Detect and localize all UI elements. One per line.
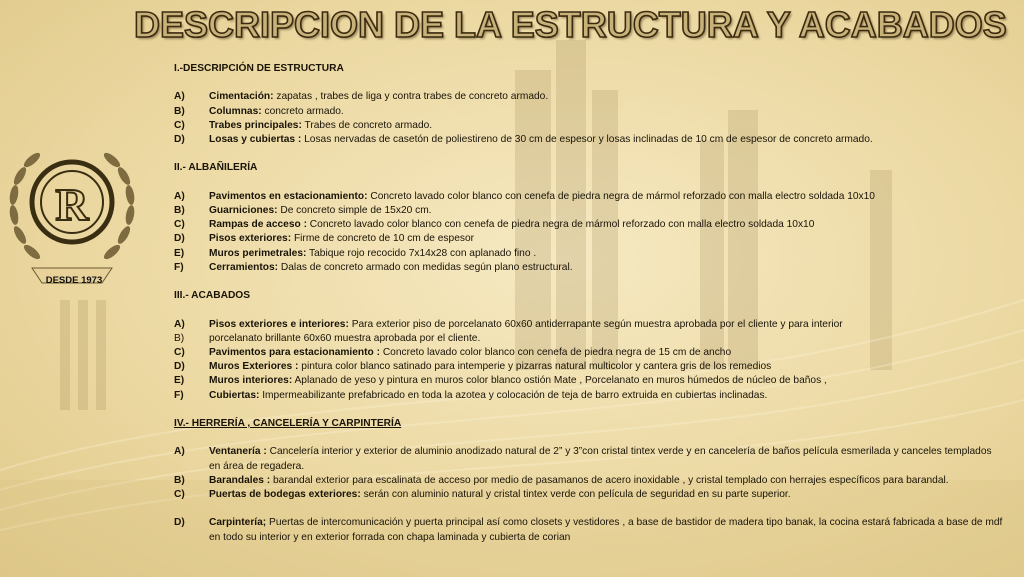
section-title: IV.- HERRERÍA , CANCELERÍA Y CARPINTERÍA: [174, 417, 402, 429]
logo-letter: R: [55, 179, 89, 230]
item-label: Muros interiores:: [209, 375, 293, 387]
item-label: Guarniciones:: [209, 204, 278, 216]
list-item: [174, 445, 1004, 473]
item-label: Columnas:: [209, 105, 262, 117]
list-item: [174, 346, 1004, 360]
item-letter: A): [174, 318, 185, 330]
item-text: De concreto simple de 15x20 cm.: [277, 204, 432, 216]
item-letter: A): [174, 190, 185, 202]
item-text: Para exterior piso de porcelanato 60x60 antiderrapante según muestra aprobada por el cliente y para interior: [348, 318, 843, 330]
list-item: [174, 247, 1004, 261]
item-letter: E): [174, 375, 185, 387]
section-title: I.-DESCRIPCIÓN DE ESTRUCTURA: [174, 63, 344, 74]
list-item: [174, 516, 1004, 544]
item-label: Pisos exteriores:: [209, 233, 292, 245]
item-letter: C): [174, 119, 185, 131]
item-label: Ventanería :: [209, 446, 267, 458]
item-text: porcelanato brillante 60x60 muestra aprobada por el cliente.: [209, 332, 481, 344]
item-letter: D): [174, 361, 185, 373]
company-logo: [2, 140, 142, 290]
item-label: Trabes principales:: [209, 119, 302, 131]
list-item: [174, 318, 1004, 332]
item-letter: C): [174, 346, 185, 358]
item-letter: F): [174, 261, 184, 273]
item-letter: A): [174, 446, 185, 458]
list-item: [174, 474, 1004, 488]
item-text: Firme de concreto de 10 cm de espesor: [291, 233, 475, 245]
item-text: Concreto lavado color blanco con cenefa de piedra negra de mármol reforzado con malla electro soldada 10x10: [306, 219, 815, 231]
item-label: Barandales :: [209, 474, 271, 486]
list-item: [174, 190, 1004, 204]
item-label: Losas y cubiertas :: [209, 134, 302, 145]
item-text: Trabes de concreto armado.: [301, 119, 433, 131]
item-text: Concreto lavado color blanco con cenefa de piedra negra de mármol reforzado con malla electro soldada 10x10: [367, 190, 875, 202]
specification-document: [174, 62, 1004, 545]
list-item: [174, 389, 1004, 403]
item-text: Concreto lavado color blanco con cenefa de piedra negra de 15 cm de ancho: [379, 346, 732, 358]
item-text: Puertas de intercomunicación y puerta principal así como closets y vestidores , a base de bastidor de madera tipo banak, la cocina estará fabricada a base de mdf en todo su interior y en exterior forrada con chapa laminada y cubierta de corian: [209, 517, 1003, 543]
item-label: Pavimentos en estacionamiento:: [209, 190, 368, 202]
list-item: [174, 374, 1004, 388]
item-text: Aplanado de yeso y pintura en muros color blanco ostión Mate , Porcelanato en muros húmedos de núcleo de baños ,: [292, 375, 827, 387]
item-label: Puertas de bodegas exteriores:: [209, 488, 361, 500]
list-item: [174, 119, 1004, 133]
item-letter: B): [174, 204, 185, 216]
item-letter: D): [174, 233, 185, 245]
item-text: serán con aluminio natural y cristal tintex verde con película de seguridad en su parte superior.: [360, 488, 791, 500]
list-item: [174, 360, 1004, 374]
item-text: pintura color blanco satinado para intemperie y pizarras natural multicolor y cantera gris de los remedios: [298, 361, 772, 373]
item-label: Pisos exteriores e interiores:: [209, 318, 349, 330]
list-item: [174, 90, 1004, 104]
list-item: [174, 218, 1004, 232]
item-text: barandal exterior para escalinata de acceso por medio de pasamanos de acero inoxidable , y cristal templado con herrajes específicos para barandal.: [270, 474, 949, 486]
item-letter: C): [174, 488, 185, 500]
list-item: [174, 232, 1004, 246]
item-letter: C): [174, 219, 185, 231]
item-label: Cimentación:: [209, 91, 274, 103]
item-letter: B): [174, 332, 185, 344]
list-item: [174, 204, 1004, 218]
logo-since: DESDE 1973: [45, 275, 103, 286]
item-text: Impermeabilizante prefabricado en toda la azotea y colocación de teja de barro extruida en cubiertas inclinadas.: [259, 389, 768, 401]
item-letter: F): [174, 389, 184, 401]
item-text: zapatas , trabes de liga y contra trabes de concreto armado.: [273, 91, 549, 103]
item-text: Dalas de concreto armado con medidas según plano estructural.: [278, 261, 573, 273]
item-label: Muros Exteriores :: [209, 361, 299, 373]
list-item: [174, 332, 1004, 346]
section-title: II.- ALBAÑILERÍA: [174, 162, 258, 174]
page-title: DESCRIPCION DE LA ESTRUCTURA Y ACABADOS: [134, 4, 1007, 45]
item-label: Muros perimetrales:: [209, 247, 307, 259]
item-text: Tabique rojo recocido 7x14x28 con aplanado fino .: [306, 247, 537, 259]
item-label: Rampas de acceso :: [209, 219, 307, 231]
item-text: concreto armado.: [261, 105, 344, 117]
item-letter: D): [174, 517, 185, 529]
item-text: Losas nervadas de casetón de poliestireno de 30 cm de espesor y losas inclinadas de 10 cm de espesor de concreto armado.: [301, 134, 873, 145]
list-item: [174, 133, 1004, 147]
item-label: Cubiertas:: [209, 389, 260, 401]
item-text: Cancelería interior y exterior de aluminio anodizado natural de 2” y 3”con cristal tintex verde y en cancelería de baños película esmerilada y canceles templados en área de regadera.: [209, 446, 992, 472]
item-letter: D): [174, 134, 185, 145]
item-label: Carpintería;: [209, 517, 267, 529]
item-label: Cerramientos:: [209, 261, 279, 273]
item-letter: B): [174, 105, 185, 117]
item-label: Pavimentos para estacionamiento :: [209, 346, 380, 358]
section-title: III.- ACABADOS: [174, 290, 251, 302]
list-item: [174, 105, 1004, 119]
item-letter: A): [174, 91, 185, 103]
list-item: [174, 261, 1004, 275]
item-letter: E): [174, 247, 185, 259]
item-letter: B): [174, 474, 185, 486]
list-item: [174, 488, 1004, 502]
